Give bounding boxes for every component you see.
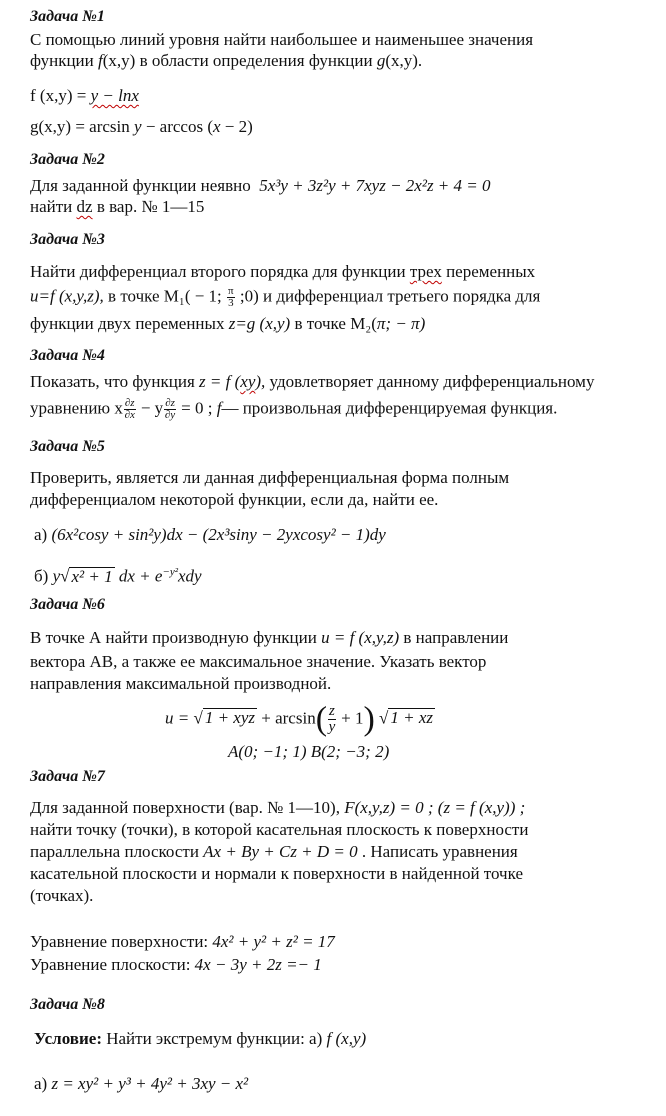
- task-7-text-line-2: найти точку (точки), в которой касательная плоскость к поверхности: [30, 820, 529, 839]
- task-3-text-line-2: u=f (x,y,z), в точке M₁( − 1; $\frac{\pi}{3}$ ;0) и дифференциал третьего порядка для: [30, 285, 541, 309]
- task-5-text-line-1: Проверить, является ли данная дифференциальная форма полным: [30, 468, 510, 487]
- task-8-condition: Условие: Найти экстремум функции: а) f (x,y): [34, 1029, 367, 1048]
- task-6-function: u = √ 1 + xyz + arcsin( $\frac{z}{y}$ + 1) √ 1 + xz: [165, 700, 434, 738]
- task-5-expression-a: а) (6x²cosy + sin²y)dx − (2x³siny − 2yxcosy² − 1)dy: [34, 525, 386, 544]
- task-4-text-line-1: Показать, что функция z = f (xy), удовлетворяет данному дифференциальному: [30, 372, 595, 391]
- task-1-f-equation: f (x,y) = y − lnx: [30, 86, 139, 105]
- task-1-text-line-2: функции f(x,y) в области определения функции g(x,y).: [30, 51, 423, 70]
- task-3-text-line-1: Найти дифференциал второго порядка для функции трех переменных: [30, 262, 536, 281]
- task-7-text-line-5: (точках).: [30, 886, 94, 905]
- heading-task-4: Задача №4: [30, 347, 105, 364]
- task-4-text-line-2: уравнению x $\frac{\partial z}{\partial x}$ − y $\frac{\partial z}{\partial y}$ = 0 ; f— произвольная дифференцируемая функция.: [30, 397, 558, 421]
- task-8-expression-a: а) z = xy² + y³ + 4y² + 3xy − x²: [34, 1074, 249, 1093]
- heading-task-7: Задача №7: [30, 768, 105, 785]
- heading-task-8: Задача №8: [30, 996, 105, 1013]
- task-7-text-line-1: Для заданной поверхности (вар. № 1—10), F(x,y,z) = 0 ; (z = f (x,y)) ;: [30, 798, 526, 817]
- task-6-text-line-3: направления максимальной производной.: [30, 674, 332, 693]
- task-2-text-line-2: найти dz в вар. № 1—15: [30, 197, 205, 216]
- task-5-text-line-2: дифференциалом некоторой функции, если да, найти ее.: [30, 490, 439, 509]
- heading-task-2: Задача №2: [30, 151, 105, 168]
- dz-over-dy: ∂z: [165, 397, 175, 409]
- task-7-plane-equation: Уравнение плоскости: 4x − 3y + 2z =− 1: [30, 955, 322, 974]
- task-3-text-line-3: функции двух переменных z=g (x,y) в точке M₂(π; − π): [30, 314, 426, 333]
- heading-task-1: Задача №1: [30, 8, 105, 25]
- task-6-points: A(0; −1; 1) B(2; −3; 2): [228, 742, 390, 761]
- task-1-g-equation: g(x,y) = arcsin y − arccos (x − 2): [30, 117, 253, 136]
- heading-task-5: Задача №5: [30, 438, 105, 455]
- task-2-text-line-1: Для заданной функции неявно 5x³y + 3z²y + 7xyz − 2x²z + 4 = 0: [30, 176, 491, 195]
- task-5-expression-b: б) y√ x² + 1 dx + $e^{-y^2}xdy$: [34, 566, 202, 586]
- task-6-text-line-1: В точке А найти производную функции u = f (x,y,z) в направлении: [30, 628, 509, 647]
- task-6-text-line-2: вектора АВ, а также ее максимальное значение. Указать вектор: [30, 652, 487, 671]
- task-7-text-line-3: параллельна плоскости Ax + By + Cz + D = 0 . Написать уравнения: [30, 842, 518, 861]
- task-7-text-line-4: касательной плоскости и нормали к поверхности в найденной точке: [30, 864, 523, 883]
- task-7-surface-equation: Уравнение поверхности: 4x² + y² + z² = 17: [30, 932, 335, 951]
- task-1-text-line-1: С помощью линий уровня найти наибольшее и наименьшее значения: [30, 30, 534, 49]
- heading-task-6: Задача №6: [30, 596, 105, 613]
- heading-task-3: Задача №3: [30, 231, 105, 248]
